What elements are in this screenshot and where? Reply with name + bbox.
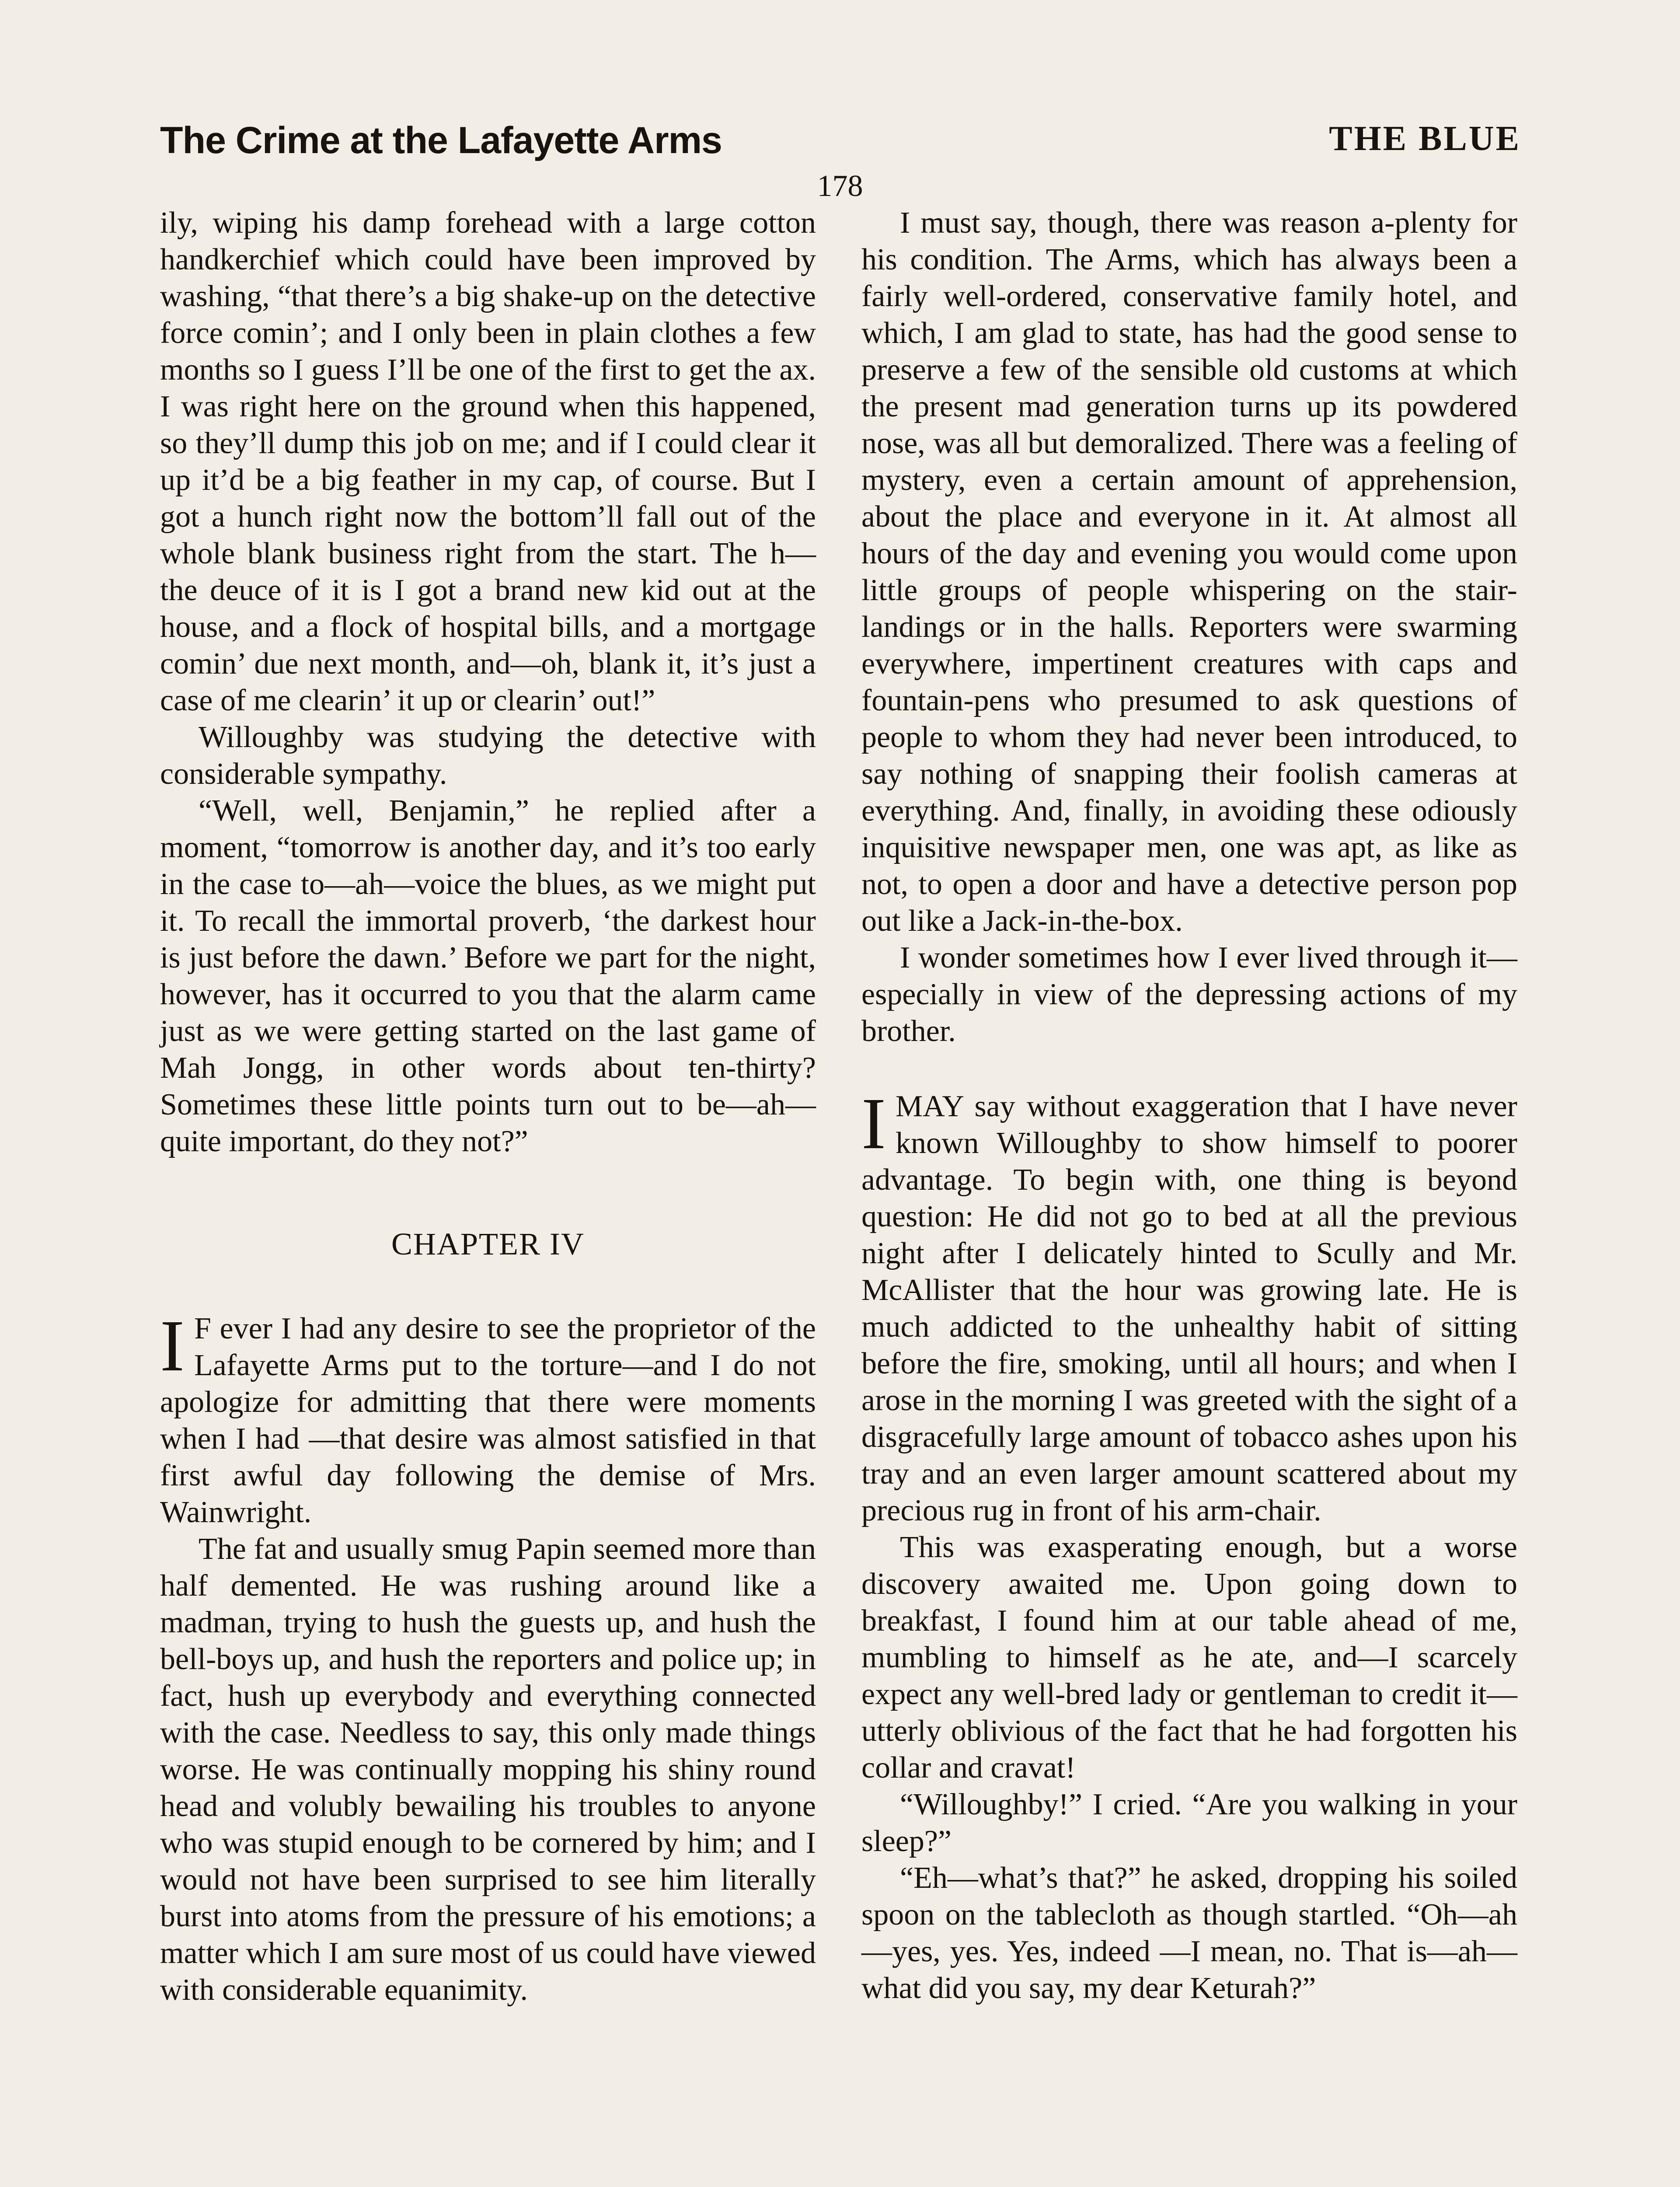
paragraph: MAY say without exaggeration that I have never known Willoughby to show himself to poorer advantage. To begin with, one thing is beyond question: He did not go to bed at all the previous night after I delicately hinted to Scully and Mr. McAllister that the hour was growing late. He is much addicted to the unhealthy habit of sitting before the fire, smoking, until all hours; and when I arose in the morning I was greeted with the sight of a disgracefully large amount of tobacco ashes upon his tray and an even larger amount scattered about my precious rug in front of his arm-chair. (861, 1090, 1517, 1527)
paragraph: Willoughby was studying the detective with considerable sympathy. (160, 720, 816, 791)
paragraph: I wonder sometimes how I ever lived through it—especially in view of the depressing actions of my brother. (861, 941, 1517, 1048)
paragraph: “Willoughby!” I cried. “Are you walking in your sleep?” (861, 1788, 1517, 1858)
paragraph: F ever I had any desire to see the proprietor of the Lafayette Arms put to the torture—and I do not apologize for admitting that there were moments when I had —that desire was almost satisfied in that first awful day following the demise of Mrs. Wainwright. (160, 1312, 816, 1529)
section-opening (861, 1083, 1517, 1529)
running-header-magazine: THE BLUE (1329, 119, 1521, 158)
paragraph: ily, wiping his damp forehead with a large cotton handkerchief which could have been improved by washing, “that there’s a big shake-up on the detective force comin’; and I only been in plain clothes a few months so I guess I’ll be one of the first to get the ax. I was right here on the ground when this happened, so they’ll dump this job on me; and if I could clear it up it’d be a big feather in my cap, of course. But I got a hunch right now the bottom’ll fall out of the whole blank business right from the start. The h— the deuce of it is I got a brand new kid out at the house, and a flock of hospital bills, and a mortgage comin’ due next month, and—oh, blank it, it’s just a case of me clearin’ it up or clearin’ out!” (160, 206, 816, 717)
right-column (861, 205, 1517, 2007)
chapter-heading: CHAPTER IV (391, 1226, 585, 1261)
drop-cap: I (861, 1083, 886, 1164)
paragraph: “Well, well, Benjamin,” he replied after a moment, “tomorrow is another day, and it’s too early in the case to—ah—voice the blues, as we might put it. To recall the immortal proverb, ‘the darkest hour is just before the dawn.’ Before we part for the night, however, has it occurred to you that the alarm came just as we were getting started on the last game of Mah Jongg, in other words about ten-thirty? Sometimes these little points turn out to be—ah—quite important, do they not?” (160, 794, 816, 1158)
paragraph: I must say, though, there was reason a-plenty for his condition. The Arms, which has always been a fairly well-ordered, conservative family hotel, and which, I am glad to state, has had the good sense to preserve a few of the sensible old customs at which the present mad generation turns up its powdered nose, was all but demoralized. There was a feeling of mystery, even a certain amount of apprehension, about the place and everyone in it. At almost all hours of the day and evening you would come upon little groups of people whispering on the stair-landings or in the halls. Reporters were swarming everywhere, impertinent creatures with caps and fountain-pens who presumed to ask questions of people to whom they had never been introduced, to say nothing of snapping their foolish cameras at everything. And, finally, in avoiding these odiously inquisitive newspaper men, one was apt, as like as not, to open a door and have a detective person pop out like a Jack-in-the-box. (861, 206, 1517, 938)
running-header-title: The Crime at the Lafayette Arms (160, 119, 722, 161)
paragraph: This was exasperating enough, but a worse discovery awaited me. Upon going down to breakfast, I found him at our table ahead of me, mumbling to himself as he ate, and—I scarcely expect any well-bred lady or gentleman to credit it—utterly oblivious of the fact that he had forgotten his collar and cravat! (861, 1530, 1517, 1785)
section-break (861, 1050, 1517, 1088)
drop-cap: I (160, 1305, 185, 1387)
left-column (160, 205, 816, 2009)
chapter-opening (160, 1305, 816, 1531)
page-number: 178 (817, 169, 863, 203)
paragraph: “Eh—what’s that?” he asked, dropping his soiled spoon on the tablecloth as though startled. “Oh—ah—yes, yes. Yes, indeed —I mean, no. That is—ah—what did you say, my dear Keturah?” (861, 1861, 1517, 2005)
paragraph: The fat and usually smug Papin seemed more than half demented. He was rushing around like a madman, trying to hush the guests up, and hush the bell-boys up, and hush the reporters and police up; in fact, hush up everybody and everything connected with the case. Needless to say, this only made things worse. He was continually mopping his shiny round head and volubly bewailing his troubles to anyone who was stupid enough to be cornered by him; and I would not have been surprised to see him literally burst into atoms from the pressure of his emotions; a matter which I am sure most of us could have viewed with considerable equanimity. (160, 1532, 816, 2007)
